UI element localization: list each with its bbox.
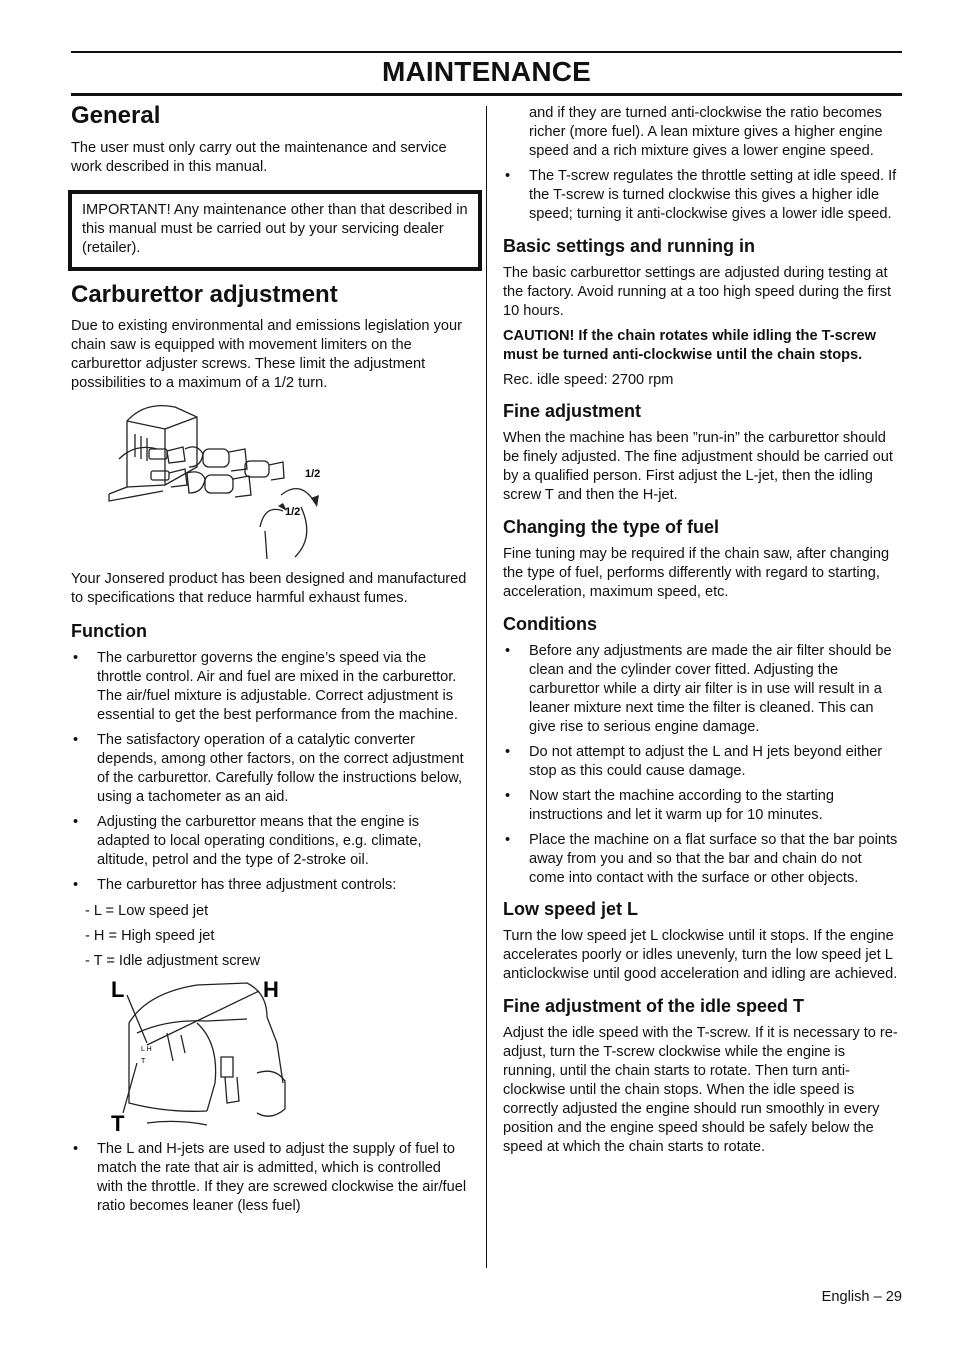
fine-text: When the machine has been ”run-in” the carburettor should be finely adjusted. The fine adjustment should be carried out by a qualified person. First adjust the L-jet, then the idling screw T and then the H-jet. [503, 430, 893, 503]
fig2-l: L [111, 977, 125, 1002]
function-list-cont [71, 1140, 468, 1216]
control-idle: - T = Idle adjustment screw [85, 953, 261, 969]
list-item-continued: and if they are turned anti-clockwise the ratio becomes richer (more fuel). A lean mixture gives a higher engine speed and a rich mixture gives a lower engine speed. [529, 105, 883, 159]
fig1-label-b: 1/2 [285, 506, 301, 518]
list-item: • Now start the machine according to the starting instructions and let it warm up for 10 minutes. [505, 788, 835, 823]
svg-text:L H: L H [141, 1046, 152, 1053]
rec-idle-speed: Rec. idle speed: 2700 rpm [503, 372, 674, 388]
svg-text:T: T [141, 1058, 146, 1065]
low-text: Turn the low speed jet L clockwise until it stops. If the engine accelerates poorly or idles unevenly, turn the low speed jet L anticlockwise until good acceleration and idling are achieved. [503, 928, 898, 982]
page-title: MAINTENANCE [381, 56, 592, 87]
list-item: • The T-screw regulates the throttle setting at idle speed. If the T-screw is turned clockwise this gives a higher idle speed; turning it anti-clockwise gives a lower idle speed. [505, 168, 897, 222]
function-list-right [503, 104, 901, 224]
list-item: • The satisfactory operation of a catalytic converter depends, among other factors, on the correct adjustment of the carburettor. Carefully follow the instructions below, using a tachometer as an aid. [73, 732, 464, 805]
header-rule-top [71, 51, 902, 53]
product-text: Your Jonsered product has been designed and manufactured to specifications that reduce harmful exhaust fumes. [71, 571, 467, 606]
control-low: - L = Low speed jet [85, 903, 209, 919]
list-item: • The L and H-jets are used to adjust the supply of fuel to match the rate that air is admitted, which is controlled with the throttle. If they are screwed clockwise the air/fuel ratio becomes leaner (less fuel) [73, 1141, 467, 1214]
list-item: • Adjusting the carburettor means that the engine is adapted to local operating conditions, e.g. climate, altitude, petrol and the type of 2-stroke oil. [73, 814, 422, 868]
limiter-figure [105, 399, 355, 564]
general-intro: The user must only carry out the maintenance and service work described in this manual. [71, 140, 447, 175]
low-heading: Low speed jet L [503, 899, 639, 919]
carb-heading: Carburettor adjustment [71, 281, 338, 308]
page-footer: English – 29 [821, 1289, 902, 1305]
basic-heading: Basic settings and running in [503, 236, 756, 256]
caution-text: CAUTION! If the chain rotates while idling the T-screw must be turned anti-clockwise until the chain stops. [503, 328, 876, 363]
idle-text: Adjust the idle speed with the T-screw. If it is necessary to re-adjust, turn the T-screw clockwise while the engine is running, until the chain starts to rotate. Then turn anti-clockwise until the chain stops. When the idle speed is correctly adjusted the engine should run smoothly in every position and the engine speed should be safely below the speed at which the chain starts to rotate. [503, 1025, 898, 1155]
important-text: IMPORTANT! Any maintenance other than that described in this manual must be carried out by your servicing dealer (retailer). [82, 202, 468, 256]
idle-heading: Fine adjustment of the idle speed T [503, 996, 805, 1016]
control-high: - H = High speed jet [85, 928, 215, 944]
list-item: • Do not attempt to adjust the L and H jets beyond either stop as this could cause damage. [505, 744, 883, 779]
list-item: • Place the machine on a flat surface so that the bar points away from you and so that the bar and chain do not come into contact with the surface or other objects. [505, 832, 898, 886]
carb-intro: Due to existing environmental and emissions legislation your chain saw is equipped with movement limiters on the carburettor adjuster screws. These limit the adjustment possibilities to a maximum of a 1/2 turn. [71, 318, 462, 391]
fine-heading: Fine adjustment [503, 401, 642, 421]
list-item: • The carburettor has three adjustment controls: [73, 877, 397, 893]
conditions-heading: Conditions [503, 614, 597, 634]
fuel-heading: Changing the type of fuel [503, 517, 719, 537]
header-rule-bottom [71, 93, 902, 96]
important-box [68, 190, 482, 271]
fig1-label-a: 1/2 [305, 468, 321, 480]
right-column [503, 100, 901, 1157]
general-heading: General [71, 102, 161, 129]
jets-figure [107, 973, 297, 1138]
function-list [71, 649, 468, 895]
list-item: • Before any adjustments are made the air filter should be clean and the cylinder cover fitted. Adjusting the carburettor while a dirty air filter is in use will result in a leaner mixture next time the filter is cleaned. This can give rise to serious engine damage. [505, 643, 892, 735]
list-item: • The carburettor governs the engine’s speed via the throttle control. Air and fuel are mixed in the carburettor. The air/fuel mixture is adjustable. Correct adjustment is essential to get the best performance from the machine. [73, 650, 458, 723]
left-column [71, 100, 468, 1216]
basic-text: The basic carburettor settings are adjusted during testing at the factory. Avoid running at a too high speed during the first 10 hours. [503, 265, 892, 319]
function-heading: Function [71, 621, 147, 641]
conditions-list [503, 642, 901, 888]
fig2-t: T [111, 1111, 125, 1136]
fuel-text: Fine tuning may be required if the chain saw, after changing the type of fuel, performs differently with regard to starting, acceleration, maximum speed, etc. [503, 546, 890, 600]
column-divider [486, 106, 487, 1268]
fig2-h: H [263, 977, 279, 1002]
